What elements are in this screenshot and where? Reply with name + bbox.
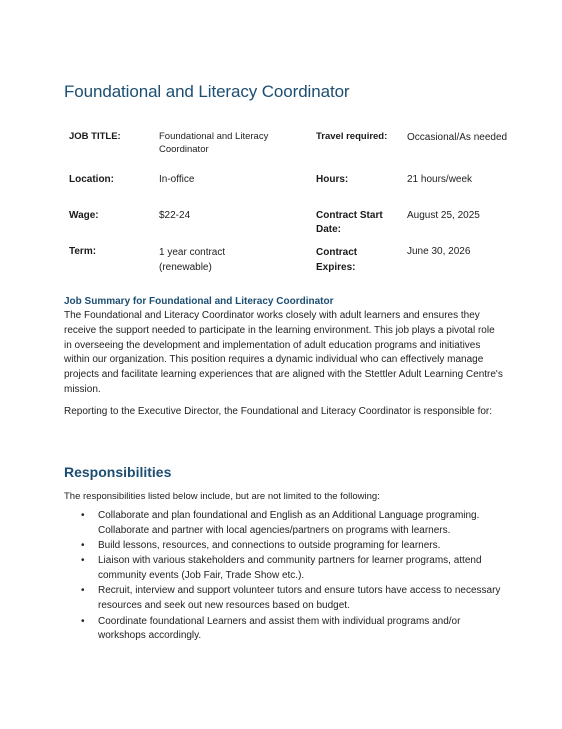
responsibilities-intro: The responsibilities listed below include, but are not limited to the following:	[64, 491, 380, 502]
list-item	[64, 615, 504, 645]
contract-expires-label: Contract Expires:	[316, 247, 358, 273]
travel-required-value: Occasional/As needed	[407, 132, 508, 143]
bullet-icon: •	[81, 555, 85, 567]
job-title-label: JOB TITLE:	[69, 131, 121, 142]
bullet-icon: •	[81, 540, 85, 552]
responsibilities-list	[64, 509, 504, 645]
bullet-icon: •	[81, 510, 85, 521]
location-value: In-office	[159, 174, 195, 185]
job-title-value: Foundational and Literacy Coordinator	[159, 131, 269, 155]
contract-expires-value: June 30, 2026	[407, 246, 471, 257]
list-item-text: Collaborate and plan foundational and English as an Additional Language programing. Collaborate and partner with local agencies/partners on programs with learners.	[98, 510, 480, 536]
bullet-icon: •	[81, 615, 85, 627]
list-item-text: Liaison with various stakeholders and community partners for learner programs, attend community events (Job Fair, Trade Show etc.).	[98, 555, 482, 582]
term-value: 1 year contract (renewable)	[159, 247, 226, 273]
list-item	[64, 554, 504, 584]
job-summary-body: The Foundational and Literacy Coordinator works closely with adult learners and ensures they receive the support needed to participate in the learning environment. This job plays a pivotal role in overseeing the development and implementation of adult education programs and initiatives within our organization. This position requires a dynamic individual who can effectively manage projects and facilitate learning experiences that are aligned with the Stettler Adult Learning Centre's mission.	[64, 310, 503, 395]
location-label: Location:	[69, 174, 114, 185]
wage-label: Wage:	[69, 210, 99, 221]
list-item	[64, 584, 504, 614]
hours-label: Hours:	[316, 174, 349, 185]
travel-required-label: Travel required:	[316, 131, 388, 142]
reporting-paragraph: Reporting to the Executive Director, the Foundational and Literacy Coordinator is responsible for:	[64, 406, 493, 417]
wage-value: $22-24	[159, 210, 191, 221]
list-item-text: Recruit, interview and support volunteer tutors and ensure tutors have access to necessary resources and seek out new resources based on budget.	[98, 585, 501, 612]
contract-start-label: Contract Start Date:	[316, 210, 383, 235]
list-item-text: Coordinate foundational Learners and assist them with individual programs and/or workshops accordingly.	[98, 615, 461, 642]
hours-value: 21 hours/week	[407, 174, 473, 185]
bullet-icon: •	[81, 585, 85, 597]
term-label: Term:	[69, 246, 97, 257]
document-title: Foundational and Literacy Coordinator	[64, 82, 350, 101]
list-item-text: Build lessons, resources, and connections to outside programing for learners.	[98, 540, 441, 552]
contract-start-value: August 25, 2025	[407, 210, 480, 221]
list-item	[64, 509, 504, 539]
responsibilities-heading: Responsibilities	[64, 464, 172, 480]
list-item	[64, 539, 504, 554]
job-summary-heading: Job Summary for Foundational and Literacy Coordinator	[64, 296, 334, 307]
